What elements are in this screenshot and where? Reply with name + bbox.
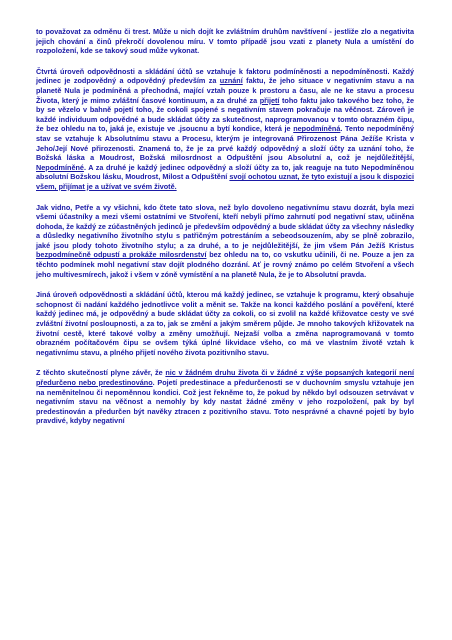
- paragraph-3: [36, 203, 414, 280]
- underlined-text: nic v žádném druhu života či v žádné z výše popsaných kategorií není předurčeno nebo predestinováno: [36, 368, 414, 387]
- paragraph-2: [36, 67, 414, 192]
- text-segment: bez ohledu na to, co vskutku učinili, či ne. Pouze a jen za těchto podmínek mohl negativní stav dojít plodného dozrání. Ať je rovný známo po celém Stvoření a všech jeho multivesmírech, jakož i všem v zóně vymístění a na planetě Nula, že je to Absolutní pravda.: [36, 250, 414, 279]
- paragraph-5: [36, 368, 414, 426]
- text-segment: Jiná úroveň odpovědnosti a skládání účtů, kterou má každý jedinec, se vztahuje k programu, který obsahuje schopnost či nadání každého jednotlivce volit a měnit se. Takže na konci každého poslání a pověření, které každý jedinec má, je odpovědný a bude skládat účty za cokoli, co si zvolil na každé křižovatce cesty ve své zvláštní životní posloupnosti, a za to, jak se změní a jakým směrem půjde. Je mnoho takových křižovatek na životní cestě, které takové volby a změny umožňují. Nejzaší volba a změna naprogramovaná v tomto obrazném počítačovém čipu se ovšem týká úplné likvidace všeho, co má ve vlastním životě vztah k negativnímu stavu, a plného přijetí nového života pozitivního stavu.: [36, 290, 414, 357]
- underlined-text: bezpodmínečně odpustí a prokáže milosrdenství: [36, 250, 207, 260]
- text-segment: . Tento nepodmíněný stav se vztahuje k Absolutnímu stavu a Procesu, kterým je integrovaná Přirozenost Pána Ježíše Krista v Jeho/Její Nové přirozenosti. Znamená to, že je za prvé každý odpovědný a složí účty za uznání toho, že Božská láska a Moudrost, Božská milosrdnost a Odpuštění jsou Absolutní a, což je nejdůležitější,: [36, 124, 414, 163]
- text-segment: . A za druhé je každý jedinec odpovědný a složí účty za to, jak reaguje na tuto Nepodmíněnou absolutní Božskou lásku, Moudrost, Milost a Odpuštění: [36, 162, 414, 182]
- underlined-text: uznání: [219, 76, 243, 86]
- underlined-text: nepodmíněná: [293, 124, 341, 134]
- underlined-text: Nepodmíněné: [36, 162, 84, 172]
- paragraph-1: [36, 27, 414, 56]
- text-segment: Čtvrtá úroveň odpovědnosti a skládání účtů se vztahuje k faktoru podmíněnosti a nepodmíněnosti. Každý jedinec je zodpovědný a odpovědný především za: [36, 66, 414, 86]
- text-segment: Jak vidno, Petře a vy všichni, kdo čtete tato slova, než bylo dovoleno negativnímu stavu dozrát, byla mezi všemi účastníky a mezi všemi ostatními ve Stvoření, kteří nebyli přímo zahrnutí pod negativní stav, učiněna dohoda, že každý ze zúčastněných jedinců je především odpovědný a bude skládat účty za všechny následky a důsledky negativního životního stylu s patřičným potrestáním a sebeodsouzením, aby se plně zobrazilo, jaké jsou plody tohoto životního stylu; a za druhé, a to je nejdůležitější, že jim všem Pán Ježíš Kristus: [36, 202, 414, 250]
- paragraph-4: [36, 290, 414, 357]
- underlined-text: přijetí: [259, 95, 280, 105]
- underlined-text: svojí ochotou uznat, že tyto existují a jsou k dispozici všem, přijímat je a užívat ve svém životě.: [36, 172, 414, 191]
- text-segment: faktu, že jeho situace v negativním stavu a na planetě Nula je podmíněná a přechodná, mající vztah pouze k prostoru a času, ale ne ke stavu a procesu Života, který je mimo zvláštní časové kontinuum, a za druhé za: [36, 76, 415, 105]
- text-segment: Z těchto skutečností plyne závěr, že: [36, 368, 166, 378]
- text-segment: toho faktu jako takového bez toho, že by se vězelo v bahně pojetí toho, že cokoli spojené s negativním stavem pokračuje na věčnost. Zároveň je každé individuum odpovědné a bude skládat účty za skutečnost, naprogramovanou v tomto obrazném čipu, že bez ohledu na to, jaká je, existuje ve .jsoucnu a bytí kondice, která je: [36, 95, 414, 134]
- text-segment: to považovat za odměnu či trest. Může u nich dojít ke zvláštním druhům navštívení - jestliže zlo a negativita jejich chování a činů překročí dovolenou míru. V tomto případě jsou vzati z planety Nula a umístění do rozpoložení, kde se takový soud může vykonat.: [36, 27, 414, 56]
- text-segment: . Pojetí predestinace a předurčenosti se v duchovním smyslu vztahuje jen na neměnitelnou či nepoměnnou kondici. Což jest řekněme to, že pokud by někdo byl odsouzen setrvávat v negativním stavu na věčnost a nemohly by kdy nastat žádné změny v jeho rozpoložení, pak by byl predestinován a předurčen být navěky ztracen z pozitivního stavu. Toto nesprávné a chavné pojetí by bylo pravdivé, kdyby negativní: [36, 378, 414, 426]
